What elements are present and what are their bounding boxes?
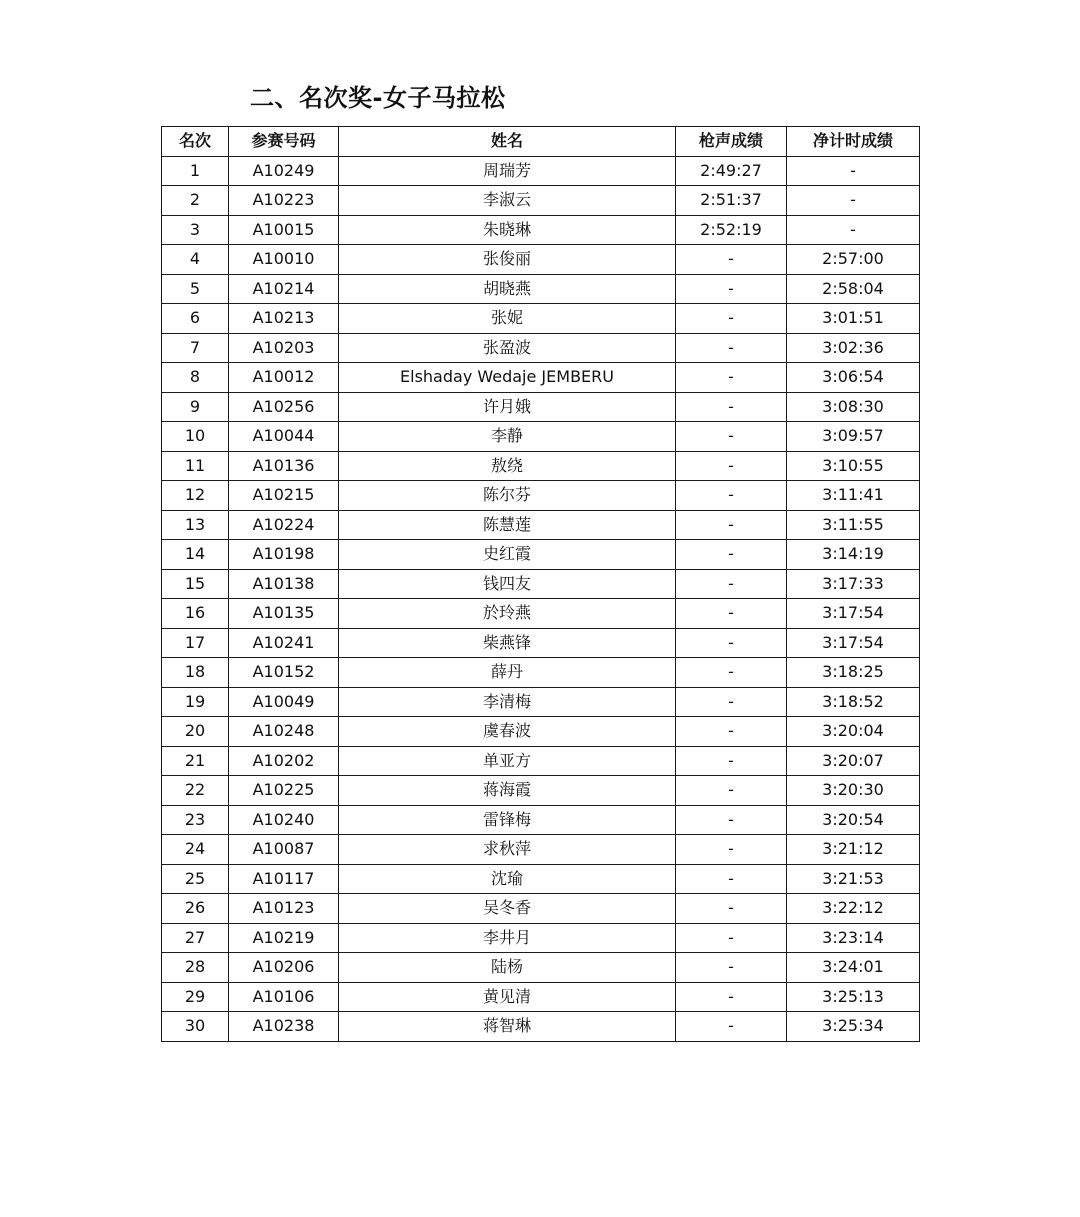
rank-cell: 25	[162, 864, 229, 894]
name-cell: 陈慧莲	[339, 510, 676, 540]
rank-cell: 26	[162, 894, 229, 924]
table-row	[162, 304, 920, 334]
gun-time-cell: 2:51:37	[676, 186, 787, 216]
gun-time-cell: -	[676, 569, 787, 599]
name-cell: 史红霞	[339, 540, 676, 570]
gun-time-cell: -	[676, 717, 787, 747]
name-cell: 李井月	[339, 923, 676, 953]
bib-number-cell: A10256	[229, 392, 339, 422]
bib-number-cell: A10215	[229, 481, 339, 511]
name-cell: 朱晓琳	[339, 215, 676, 245]
name-cell: 李静	[339, 422, 676, 452]
rank-cell: 10	[162, 422, 229, 452]
name-cell: 李清梅	[339, 687, 676, 717]
net-time-cell: 3:02:36	[787, 333, 920, 363]
header-rank: 名次	[162, 127, 229, 157]
gun-time-cell: -	[676, 599, 787, 629]
header-name: 姓名	[339, 127, 676, 157]
name-cell: 张盈波	[339, 333, 676, 363]
gun-time-cell: -	[676, 1012, 787, 1042]
net-time-cell: 3:11:55	[787, 510, 920, 540]
rank-cell: 1	[162, 156, 229, 186]
name-cell: 钱四友	[339, 569, 676, 599]
table-row	[162, 363, 920, 393]
table-row	[162, 864, 920, 894]
net-time-cell: 3:11:41	[787, 481, 920, 511]
bib-number-cell: A10044	[229, 422, 339, 452]
gun-time-cell: -	[676, 687, 787, 717]
results-table	[161, 126, 920, 1042]
name-cell: 张俊丽	[339, 245, 676, 275]
bib-number-cell: A10049	[229, 687, 339, 717]
table-row	[162, 628, 920, 658]
table-row	[162, 333, 920, 363]
rank-cell: 3	[162, 215, 229, 245]
gun-time-cell: -	[676, 982, 787, 1012]
rank-cell: 28	[162, 953, 229, 983]
net-time-cell: 3:25:13	[787, 982, 920, 1012]
rank-cell: 29	[162, 982, 229, 1012]
table-row	[162, 835, 920, 865]
table-row	[162, 717, 920, 747]
name-cell: 吴冬香	[339, 894, 676, 924]
name-cell: 虞春波	[339, 717, 676, 747]
net-time-cell: 3:18:52	[787, 687, 920, 717]
gun-time-cell: -	[676, 658, 787, 688]
table-row	[162, 156, 920, 186]
gun-time-cell: -	[676, 776, 787, 806]
gun-time-cell: -	[676, 894, 787, 924]
name-cell: 雷锋梅	[339, 805, 676, 835]
table-row	[162, 982, 920, 1012]
gun-time-cell: -	[676, 835, 787, 865]
rank-cell: 13	[162, 510, 229, 540]
bib-number-cell: A10213	[229, 304, 339, 334]
gun-time-cell: -	[676, 451, 787, 481]
bib-number-cell: A10117	[229, 864, 339, 894]
rank-cell: 27	[162, 923, 229, 953]
table-row	[162, 510, 920, 540]
rank-cell: 23	[162, 805, 229, 835]
net-time-cell: 3:18:25	[787, 658, 920, 688]
bib-number-cell: A10241	[229, 628, 339, 658]
table-row	[162, 540, 920, 570]
gun-time-cell: -	[676, 510, 787, 540]
bib-number-cell: A10238	[229, 1012, 339, 1042]
gun-time-cell: -	[676, 304, 787, 334]
bib-number-cell: A10138	[229, 569, 339, 599]
bib-number-cell: A10224	[229, 510, 339, 540]
gun-time-cell: 2:52:19	[676, 215, 787, 245]
table-row	[162, 658, 920, 688]
net-time-cell: 3:09:57	[787, 422, 920, 452]
table-body	[162, 156, 920, 1041]
rank-cell: 20	[162, 717, 229, 747]
net-time-cell: 3:17:54	[787, 599, 920, 629]
table-row	[162, 392, 920, 422]
table-row	[162, 599, 920, 629]
net-time-cell: -	[787, 156, 920, 186]
gun-time-cell: -	[676, 333, 787, 363]
net-time-cell: 3:20:54	[787, 805, 920, 835]
name-cell: 黄见清	[339, 982, 676, 1012]
table-row	[162, 274, 920, 304]
rank-cell: 9	[162, 392, 229, 422]
gun-time-cell: -	[676, 481, 787, 511]
name-cell: 柴燕锋	[339, 628, 676, 658]
gun-time-cell: 2:49:27	[676, 156, 787, 186]
rank-cell: 17	[162, 628, 229, 658]
bib-number-cell: A10136	[229, 451, 339, 481]
table-row	[162, 894, 920, 924]
bib-number-cell: A10214	[229, 274, 339, 304]
net-time-cell: 3:20:04	[787, 717, 920, 747]
table-row	[162, 569, 920, 599]
rank-cell: 12	[162, 481, 229, 511]
net-time-cell: 3:17:54	[787, 628, 920, 658]
rank-cell: 8	[162, 363, 229, 393]
rank-cell: 6	[162, 304, 229, 334]
rank-cell: 21	[162, 746, 229, 776]
bib-number-cell: A10249	[229, 156, 339, 186]
table-row	[162, 953, 920, 983]
name-cell: 薛丹	[339, 658, 676, 688]
net-time-cell: 3:08:30	[787, 392, 920, 422]
bib-number-cell: A10015	[229, 215, 339, 245]
net-time-cell: 2:57:00	[787, 245, 920, 275]
net-time-cell: 3:23:14	[787, 923, 920, 953]
gun-time-cell: -	[676, 274, 787, 304]
bib-number-cell: A10010	[229, 245, 339, 275]
bib-number-cell: A10206	[229, 953, 339, 983]
bib-number-cell: A10203	[229, 333, 339, 363]
net-time-cell: 2:58:04	[787, 274, 920, 304]
name-cell: 陆杨	[339, 953, 676, 983]
gun-time-cell: -	[676, 392, 787, 422]
table-row	[162, 451, 920, 481]
table-row	[162, 215, 920, 245]
net-time-cell: -	[787, 186, 920, 216]
rank-cell: 2	[162, 186, 229, 216]
name-cell: Elshaday Wedaje JEMBERU	[339, 363, 676, 393]
bib-number-cell: A10198	[229, 540, 339, 570]
name-cell: 胡晓燕	[339, 274, 676, 304]
net-time-cell: 3:10:55	[787, 451, 920, 481]
name-cell: 敖绕	[339, 451, 676, 481]
rank-cell: 24	[162, 835, 229, 865]
name-cell: 陈尔芬	[339, 481, 676, 511]
gun-time-cell: -	[676, 540, 787, 570]
table-row	[162, 245, 920, 275]
bib-number-cell: A10123	[229, 894, 339, 924]
table-row	[162, 776, 920, 806]
net-time-cell: -	[787, 215, 920, 245]
gun-time-cell: -	[676, 923, 787, 953]
net-time-cell: 3:21:12	[787, 835, 920, 865]
name-cell: 求秋萍	[339, 835, 676, 865]
net-time-cell: 3:24:01	[787, 953, 920, 983]
net-time-cell: 3:21:53	[787, 864, 920, 894]
bib-number-cell: A10225	[229, 776, 339, 806]
name-cell: 沈瑜	[339, 864, 676, 894]
bib-number-cell: A10152	[229, 658, 339, 688]
page-title: 二、名次奖-女子马拉松	[250, 84, 506, 112]
bib-number-cell: A10087	[229, 835, 339, 865]
gun-time-cell: -	[676, 363, 787, 393]
rank-cell: 19	[162, 687, 229, 717]
net-time-cell: 3:14:19	[787, 540, 920, 570]
gun-time-cell: -	[676, 422, 787, 452]
rank-cell: 4	[162, 245, 229, 275]
bib-number-cell: A10135	[229, 599, 339, 629]
name-cell: 蒋智琳	[339, 1012, 676, 1042]
table-header-row	[162, 127, 920, 157]
table-row	[162, 746, 920, 776]
table-row	[162, 687, 920, 717]
rank-cell: 15	[162, 569, 229, 599]
gun-time-cell: -	[676, 953, 787, 983]
rank-cell: 16	[162, 599, 229, 629]
header-net-time: 净计时成绩	[787, 127, 920, 157]
gun-time-cell: -	[676, 628, 787, 658]
name-cell: 许月娥	[339, 392, 676, 422]
header-gun-time: 枪声成绩	[676, 127, 787, 157]
rank-cell: 30	[162, 1012, 229, 1042]
gun-time-cell: -	[676, 245, 787, 275]
rank-cell: 5	[162, 274, 229, 304]
net-time-cell: 3:20:07	[787, 746, 920, 776]
table-row	[162, 805, 920, 835]
header-bib-number: 参赛号码	[229, 127, 339, 157]
table-row	[162, 1012, 920, 1042]
gun-time-cell: -	[676, 864, 787, 894]
net-time-cell: 3:20:30	[787, 776, 920, 806]
name-cell: 张妮	[339, 304, 676, 334]
table-row	[162, 923, 920, 953]
bib-number-cell: A10106	[229, 982, 339, 1012]
name-cell: 於玲燕	[339, 599, 676, 629]
bib-number-cell: A10240	[229, 805, 339, 835]
name-cell: 周瑞芳	[339, 156, 676, 186]
gun-time-cell: -	[676, 746, 787, 776]
table-row	[162, 186, 920, 216]
table-row	[162, 481, 920, 511]
net-time-cell: 3:17:33	[787, 569, 920, 599]
rank-cell: 14	[162, 540, 229, 570]
bib-number-cell: A10219	[229, 923, 339, 953]
bib-number-cell: A10202	[229, 746, 339, 776]
bib-number-cell: A10223	[229, 186, 339, 216]
name-cell: 李淑云	[339, 186, 676, 216]
name-cell: 蒋海霞	[339, 776, 676, 806]
gun-time-cell: -	[676, 805, 787, 835]
rank-cell: 11	[162, 451, 229, 481]
net-time-cell: 3:25:34	[787, 1012, 920, 1042]
net-time-cell: 3:22:12	[787, 894, 920, 924]
rank-cell: 18	[162, 658, 229, 688]
name-cell: 单亚方	[339, 746, 676, 776]
net-time-cell: 3:06:54	[787, 363, 920, 393]
net-time-cell: 3:01:51	[787, 304, 920, 334]
bib-number-cell: A10248	[229, 717, 339, 747]
bib-number-cell: A10012	[229, 363, 339, 393]
table-row	[162, 422, 920, 452]
rank-cell: 7	[162, 333, 229, 363]
rank-cell: 22	[162, 776, 229, 806]
